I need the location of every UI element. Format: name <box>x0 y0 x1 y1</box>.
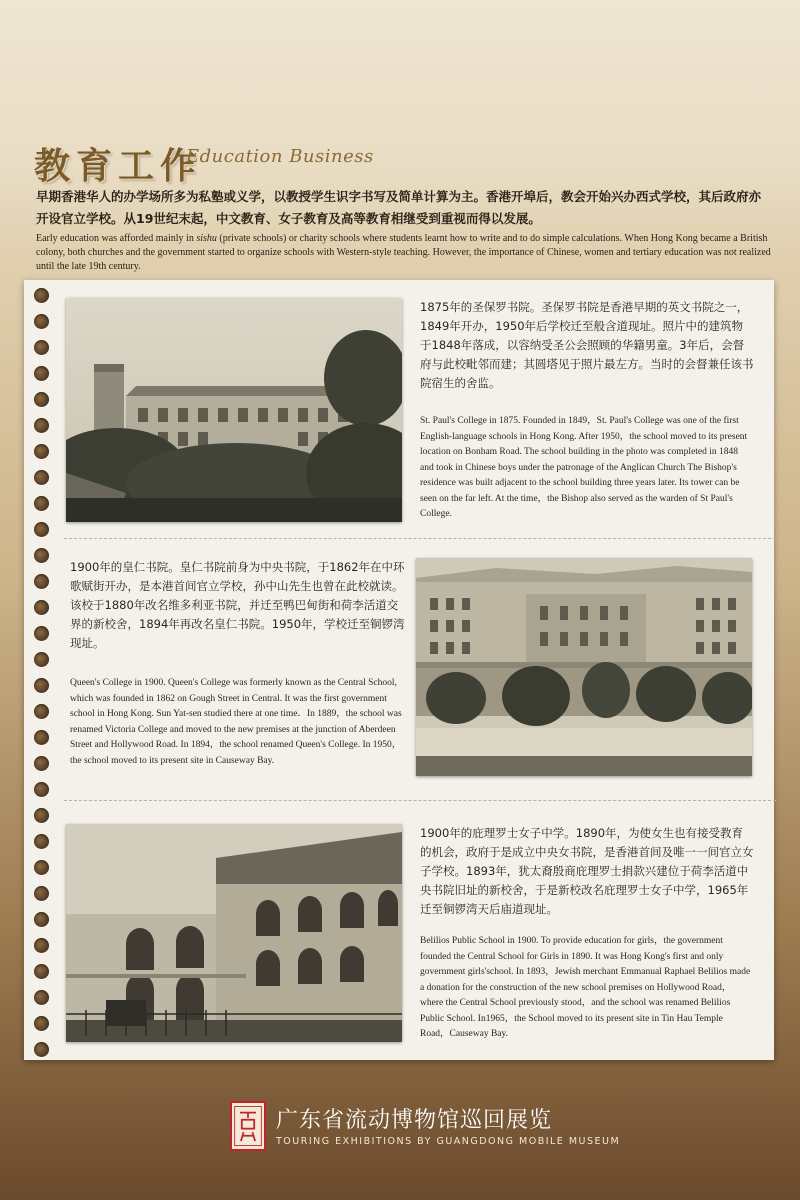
photo-st-pauls-college <box>66 298 402 522</box>
museum-name-en: TOURING EXHIBITIONS BY GUANGDONG MOBILE MUSEUM <box>276 1136 621 1147</box>
museum-name-cn: 广东省流动博物馆巡回展览 <box>276 1108 553 1133</box>
intro-en-part2: (private schools) or charity schools where students learnt how to write and to do simple calculations. When Hong Kong became a British colony, both churches and the government started to organize schools with Western-style teaching. However, the importance of Chinese, women and tertiary education was not realized until the late 19th century. <box>36 233 771 272</box>
caption-en-queens-college: Queen's College in 1900. Queen's College was formerly known as the Central School, which was founded in 1862 on Gough Street in Central. It was the first government school in Hong Kong. Sun Yat-sen studied there at one time．In 1889，the school was renamed Victoria College and moved to the new premises at the junction of Aberdeen Street and Hollywood Road. In 1894，the school renamed Queen's College. In 1950，the school moved to its present site in Causeway Bay. <box>70 678 402 766</box>
intro-text-en <box>36 232 776 274</box>
section-divider <box>64 800 776 801</box>
binder-hole <box>34 340 49 355</box>
binder-hole <box>34 626 49 641</box>
caption-en-belilios: Belilios Public School in 1900. To provide education for girls，the government founded the Central School for Girls in 1890. It was Hong Kong's first and only government girls'school. In 1893，Jewish merchant Emmanual Raphael Belilios made a donation for the construction of the new school premises on Hollywood Road，where the Central School previously stood，and the school was renamed Belilios Public School. In1965，the School moved to its present site in Tin Hau Temple Road，Causeway Bay. <box>420 936 751 1039</box>
section-title-cn: 教育工作 <box>34 145 203 187</box>
intro-en-italic: sishu <box>196 233 217 244</box>
binder-hole <box>34 392 49 407</box>
binder-hole <box>34 1042 49 1057</box>
binder-hole <box>34 496 49 511</box>
binder-hole <box>34 912 49 927</box>
caption-cn-belilios: 1900年的庇理罗士女子中学。1890年，为使女生也有接受教育的机会，政府于是成立中央女书院，是香港首间及唯一一间官立女子学校。1893年，犹太裔殷商庇理罗士捐款兴建位于荷李活道中央书院旧址的新校舍，于是新校改名庇理罗士女子中学，1965年迁至铜锣湾天后庙道现址。 <box>420 826 754 916</box>
museum-logo-seal <box>230 1101 266 1151</box>
binder-hole <box>34 600 49 615</box>
binder-hole <box>34 1016 49 1031</box>
caption-cn-queens-college: 1900年的皇仁书院。皇仁书院前身为中央书院，于1862年在中环歌赋街开办，是本港首间官立学校，孙中山先生也曾在此校就读。该校于1880年改名维多利亚书院，并迁至鸭巴甸街和荷李活道交界的新校舍，1894年再改名皇仁书院。1950年，学校迁至铜锣湾现址。 <box>70 560 405 650</box>
binder-hole <box>34 522 49 537</box>
binder-hole <box>34 444 49 459</box>
binder-hole <box>34 652 49 667</box>
binder-hole <box>34 782 49 797</box>
binder-hole <box>34 886 49 901</box>
binder-hole <box>34 418 49 433</box>
binder-hole <box>34 860 49 875</box>
binder-hole <box>34 548 49 563</box>
binder-hole <box>34 990 49 1005</box>
binder-hole <box>34 938 49 953</box>
binder-hole <box>34 366 49 381</box>
section-title-en: Education Business <box>186 146 374 167</box>
intro-en-part1: Early education was afforded mainly in <box>36 233 197 244</box>
intro-text-cn: 早期香港华人的办学场所多为私塾或义学，以教授学生识字书写及简单计算为主。香港开埠后，教会开始兴办西式学校，其后政府亦开设官立学校。从19世纪末起，中文教育、女子教育及高等教育相继受到重视而得以发展。 <box>36 189 762 226</box>
section-divider <box>64 538 776 539</box>
binder-hole <box>34 470 49 485</box>
binder-hole <box>34 574 49 589</box>
binder-hole <box>34 808 49 823</box>
binder-holes <box>34 288 50 1058</box>
binder-hole <box>34 964 49 979</box>
photo-belilios-public-school <box>66 824 402 1042</box>
binder-hole <box>34 834 49 849</box>
photo-queens-college <box>416 558 752 776</box>
caption-en-st-pauls: St. Paul's College in 1875. Founded in 1849，St. Paul's College was one of the first English-language schools in Hong Kong. After 1950，the school moved to its present location on Bonham Road. The school building in the photo was completed in 1848 and took in Chinese boys under the patronage of the Anglican Church The Bishop's residence was built adjacent to the school building three years later. Its tower can be seen on the far left. At the time，the Bishop also served as the warden of St Paul's College. <box>420 416 748 519</box>
binder-hole <box>34 704 49 719</box>
caption-cn-st-pauls: 1875年的圣保罗书院。圣保罗书院是香港早期的英文书院之一，1849年开办，1950年后学校迁至般含道现址。照片中的建筑物于1848年落成，以容纳受圣公会照顾的华籍男童。3年后，会督府与此校毗邻而建；其圆塔见于照片最左方。当时的会督兼任该书院宿生的舍监。 <box>420 300 754 390</box>
binder-hole <box>34 730 49 745</box>
binder-hole <box>34 314 49 329</box>
binder-hole <box>34 288 49 303</box>
binder-hole <box>34 756 49 771</box>
binder-hole <box>34 678 49 693</box>
notebook-panel <box>24 280 774 1060</box>
